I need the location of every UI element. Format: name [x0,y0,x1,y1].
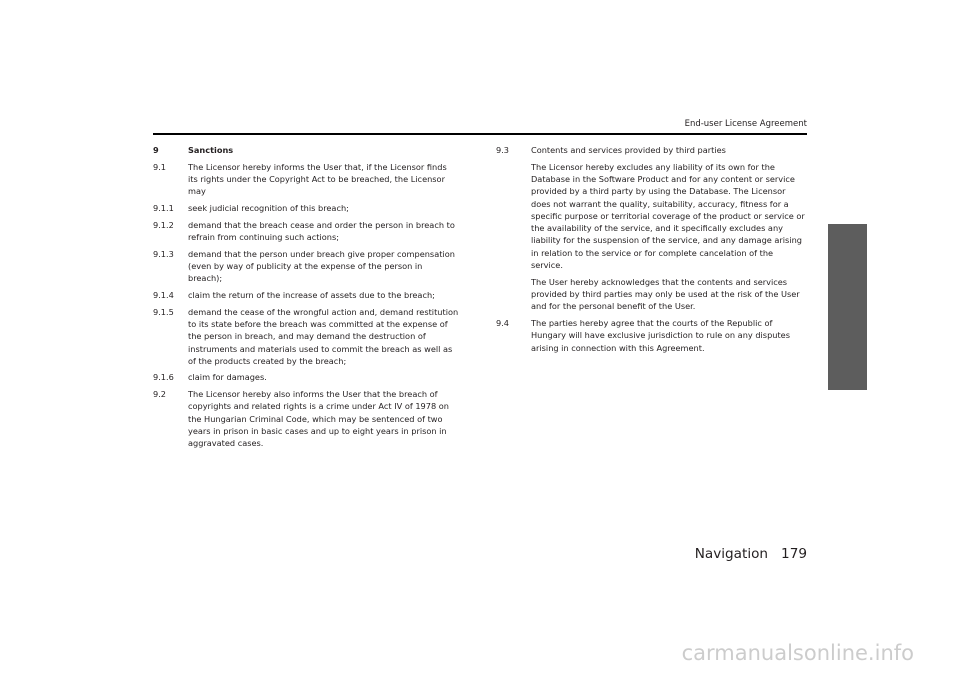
clause-number: 9.1.1 [153,202,174,213]
clause-text: claim for damages. [188,372,267,383]
right-column [496,144,807,358]
clause-9-1-3 [153,248,459,285]
clause-text: seek judicial recognition of this breach; [188,202,349,213]
page-number: 179 [781,546,807,562]
section-heading [153,144,459,156]
clause-number: 9.1.5 [153,306,174,317]
left-column [153,144,459,454]
footer-section-name: Navigation [694,546,769,562]
clause-9-3 [496,144,807,156]
clause-text: The Licensor hereby informs the User that, if the Licensor finds its rights under the Copyright Act to be breached, the Licensor may [188,161,447,197]
watermark: carmanualsonline.info [681,641,914,665]
clause-number: 9.2 [153,389,167,400]
clause-text: The parties hereby agree that the courts of the Republic of Hungary will have exclusive jurisdiction to rule on any disputes arising in connection with this Agreement. [531,318,790,353]
clause-9-3-paragraph-2: The User hereby acknowledges that the contents and services provided by third parties may only be used at the risk of the User and for the personal benefit of the User. [531,276,800,312]
clause-9-1-6 [153,371,459,383]
clause-number: 9.1 [153,161,167,172]
clause-9-2 [153,388,459,449]
side-tab [828,224,867,390]
clause-9-1 [153,161,459,198]
clause-text: The Licensor hereby also informs the User that the breach of copyrights and related rights is a crime under Act IV of 1978 on the Hungarian Criminal Code, which may be sentenced of two years in prison in basic cases and up to eight years in prison in aggravated cases. [188,389,449,449]
page-footer [695,546,807,562]
clause-9-4 [496,317,807,354]
clause-text: claim the return of the increase of assets due to the breach; [188,289,435,300]
clause-title: Contents and services provided by third parties [531,145,726,155]
clause-9-1-5 [153,306,459,367]
section-number: 9 [153,145,159,155]
header-rule [153,133,807,135]
clause-number: 9.1.6 [153,372,174,383]
clause-number: 9.1.3 [153,248,174,259]
header-title: End-user License Agreement [684,119,807,129]
clause-text: demand that the breach cease and order the person in breach to refrain from continuing such actions; [188,219,455,242]
clause-9-1-2 [153,219,459,244]
clause-number: 9.3 [496,145,510,155]
clause-9-3-paragraph-1: The Licensor hereby excludes any liability of its own for the Database in the Software Product and for any content or service provided by a third party by using the Database. The Licensor does not warrant the quality, suitability, accuracy, fitness for a specific purpose or territorial coverage of the product or service or the availability of the service, and it specifically excludes any liability for the suspension of the service, and any damage arising in relation to the service or for complete cancelation of the service. [531,161,805,271]
clause-number: 9.1.4 [153,289,174,300]
clause-number: 9.4 [496,318,510,329]
clause-9-1-1 [153,202,459,214]
clause-text: demand the cease of the wrongful action and, demand restitution to its state before the breach was committed at the expense of the person in breach, and may demand the destruction of instruments and materials used to commit the breach as well as of the products created by the breach; [188,306,459,366]
section-title: Sanctions [188,145,234,155]
clause-number: 9.1.2 [153,219,174,230]
clause-9-1-4 [153,289,459,301]
clause-text: demand that the person under breach give proper compensation (even by way of publicity at the expense of the person in breach); [188,248,455,284]
